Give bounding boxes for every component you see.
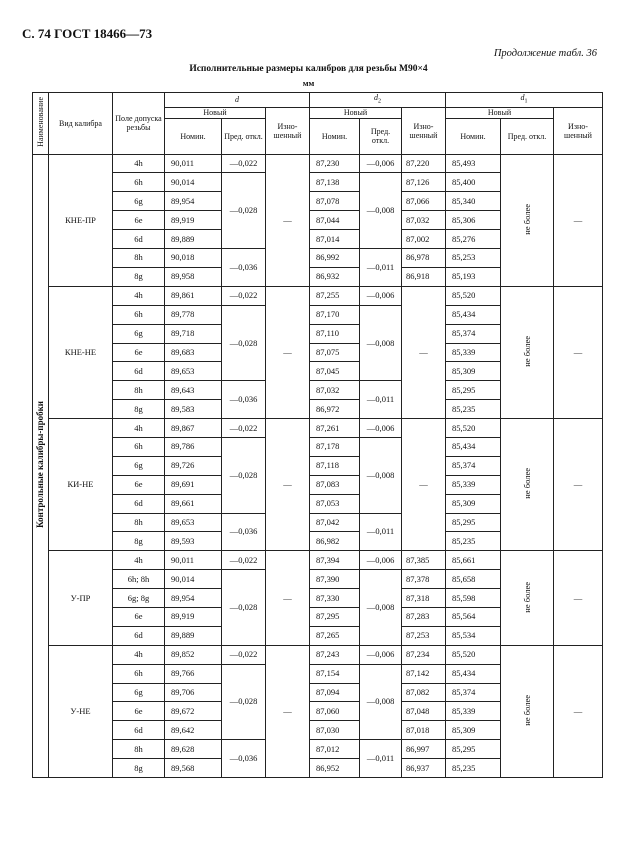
d-nominal-cell: 89,786 bbox=[165, 437, 222, 456]
d1-nominal-cell: 85,493 bbox=[446, 154, 501, 173]
tolerance-cell: 6e bbox=[113, 211, 165, 230]
d2-deviation-cell: —0,006 bbox=[360, 419, 402, 438]
d1-worn-cell: — bbox=[554, 419, 603, 551]
d2-nominal-cell: 87,012 bbox=[310, 740, 360, 759]
tolerance-cell: 8h bbox=[113, 513, 165, 532]
tolerance-cell: 6h; 8h bbox=[113, 570, 165, 589]
d-nominal-cell: 89,593 bbox=[165, 532, 222, 551]
col-header-name: Наименование bbox=[33, 93, 49, 155]
d1-nominal-cell: 85,306 bbox=[446, 211, 501, 230]
d2-nominal-cell: 87,083 bbox=[310, 475, 360, 494]
d-deviation-cell: —0,028 bbox=[222, 664, 266, 740]
d-nominal-cell: 90,014 bbox=[165, 173, 222, 192]
d1-nominal-cell: 85,309 bbox=[446, 721, 501, 740]
d2-worn-cell: 87,220 bbox=[402, 154, 446, 173]
d-nominal-cell: 90,011 bbox=[165, 551, 222, 570]
d-deviation-cell: —0,022 bbox=[222, 286, 266, 305]
d-worn-cell: — bbox=[266, 645, 310, 777]
d2-nominal-cell: 87,014 bbox=[310, 230, 360, 249]
d-nominal-cell: 89,706 bbox=[165, 683, 222, 702]
d2-nominal-cell: 87,330 bbox=[310, 589, 360, 608]
d-nominal-cell: 89,867 bbox=[165, 419, 222, 438]
tolerance-cell: 6g bbox=[113, 192, 165, 211]
col-header-type: Вид калибра bbox=[49, 93, 113, 155]
d2-worn-cell: — bbox=[402, 286, 446, 418]
d1-nominal-cell: 85,193 bbox=[446, 267, 501, 286]
table-body bbox=[33, 154, 603, 777]
d2-deviation-cell: —0,006 bbox=[360, 286, 402, 305]
d-nominal-cell: 89,852 bbox=[165, 645, 222, 664]
d1-nominal-cell: 85,434 bbox=[446, 664, 501, 683]
tolerance-cell: 8h bbox=[113, 381, 165, 400]
d1-nominal-cell: 85,235 bbox=[446, 532, 501, 551]
table-row bbox=[33, 286, 603, 305]
tolerance-cell: 6d bbox=[113, 721, 165, 740]
d-nominal-cell: 89,568 bbox=[165, 759, 222, 778]
d1-nominal-cell: 85,434 bbox=[446, 437, 501, 456]
d-nominal-cell: 89,672 bbox=[165, 702, 222, 721]
d2-worn-cell: 86,978 bbox=[402, 249, 446, 268]
d1-nominal-cell: 85,658 bbox=[446, 570, 501, 589]
tolerance-cell: 6d bbox=[113, 626, 165, 645]
gauge-type: КНЕ-НЕ bbox=[49, 286, 113, 418]
d2-nominal-cell: 87,170 bbox=[310, 305, 360, 324]
gauge-type: КНЕ-ПР bbox=[49, 154, 113, 286]
col-header-d2-new: Новый bbox=[310, 107, 402, 118]
tolerance-cell: 6h bbox=[113, 664, 165, 683]
d2-nominal-cell: 87,230 bbox=[310, 154, 360, 173]
d2-nominal-cell: 86,982 bbox=[310, 532, 360, 551]
col-header-d1: $d_1$ bbox=[446, 93, 603, 108]
d1-nominal-cell: 85,598 bbox=[446, 589, 501, 608]
d1-nominal-cell: 85,374 bbox=[446, 324, 501, 343]
d-nominal-cell: 90,018 bbox=[165, 249, 222, 268]
tolerance-cell: 6g; 8g bbox=[113, 589, 165, 608]
d1-worn-cell: — bbox=[554, 154, 603, 286]
d1-deviation-cell: не более bbox=[501, 286, 554, 418]
table-unit: мм bbox=[302, 78, 315, 88]
d-nominal-cell: 90,014 bbox=[165, 570, 222, 589]
col-header-d2: $d_2$ bbox=[310, 93, 446, 108]
d-nominal-cell: 89,628 bbox=[165, 740, 222, 759]
table-row bbox=[33, 419, 603, 438]
d2-nominal-cell: 87,075 bbox=[310, 343, 360, 362]
d-worn-cell: — bbox=[266, 286, 310, 418]
d2-deviation-cell: —0,011 bbox=[360, 740, 402, 778]
d1-deviation-cell: не более bbox=[501, 154, 554, 286]
d1-worn-cell: — bbox=[554, 645, 603, 777]
d2-deviation-cell: —0,006 bbox=[360, 645, 402, 664]
d2-deviation-cell: —0,008 bbox=[360, 437, 402, 513]
d2-worn-cell: 87,048 bbox=[402, 702, 446, 721]
d2-nominal-cell: 87,044 bbox=[310, 211, 360, 230]
d1-nominal-cell: 85,235 bbox=[446, 759, 501, 778]
tolerance-cell: 8g bbox=[113, 532, 165, 551]
d-deviation-cell: —0,028 bbox=[222, 305, 266, 381]
tolerance-cell: 6e bbox=[113, 607, 165, 626]
tolerance-cell: 6h bbox=[113, 437, 165, 456]
d-nominal-cell: 90,011 bbox=[165, 154, 222, 173]
d1-nominal-cell: 85,374 bbox=[446, 683, 501, 702]
d1-nominal-cell: 85,434 bbox=[446, 305, 501, 324]
tolerance-cell: 6e bbox=[113, 475, 165, 494]
side-label: Контрольные калибры-пробки bbox=[33, 154, 49, 777]
table-row bbox=[33, 645, 603, 664]
d2-nominal-cell: 87,138 bbox=[310, 173, 360, 192]
tolerance-cell: 4h bbox=[113, 419, 165, 438]
d-nominal-cell: 89,653 bbox=[165, 513, 222, 532]
d-nominal-cell: 89,642 bbox=[165, 721, 222, 740]
tolerance-cell: 4h bbox=[113, 645, 165, 664]
tolerance-cell: 4h bbox=[113, 551, 165, 570]
tolerance-cell: 8h bbox=[113, 249, 165, 268]
d-nominal-cell: 89,766 bbox=[165, 664, 222, 683]
d2-worn-cell: 87,066 bbox=[402, 192, 446, 211]
d-nominal-cell: 89,889 bbox=[165, 626, 222, 645]
col-header-d2-nom: Номин. bbox=[310, 118, 360, 154]
d1-nominal-cell: 85,295 bbox=[446, 740, 501, 759]
d2-nominal-cell: 87,078 bbox=[310, 192, 360, 211]
gauge-dimensions-table bbox=[32, 92, 603, 778]
d2-deviation-cell: —0,008 bbox=[360, 173, 402, 249]
d1-nominal-cell: 85,534 bbox=[446, 626, 501, 645]
tolerance-cell: 8g bbox=[113, 759, 165, 778]
d2-worn-cell: 86,918 bbox=[402, 267, 446, 286]
tolerance-cell: 6d bbox=[113, 230, 165, 249]
d1-nominal-cell: 85,235 bbox=[446, 400, 501, 419]
d2-nominal-cell: 87,178 bbox=[310, 437, 360, 456]
d2-worn-cell: — bbox=[402, 419, 446, 551]
d2-nominal-cell: 87,261 bbox=[310, 419, 360, 438]
d2-nominal-cell: 87,118 bbox=[310, 456, 360, 475]
d1-deviation-cell: не более bbox=[501, 419, 554, 551]
d1-nominal-cell: 85,400 bbox=[446, 173, 501, 192]
tolerance-cell: 6g bbox=[113, 456, 165, 475]
d1-nominal-cell: 85,253 bbox=[446, 249, 501, 268]
d-deviation-cell: —0,036 bbox=[222, 513, 266, 551]
tolerance-cell: 4h bbox=[113, 154, 165, 173]
tolerance-cell: 6g bbox=[113, 324, 165, 343]
d1-nominal-cell: 85,340 bbox=[446, 192, 501, 211]
d2-worn-cell: 87,142 bbox=[402, 664, 446, 683]
table-row bbox=[33, 551, 603, 570]
d2-worn-cell: 87,082 bbox=[402, 683, 446, 702]
d2-worn-cell: 87,126 bbox=[402, 173, 446, 192]
d2-worn-cell: 87,378 bbox=[402, 570, 446, 589]
d-deviation-cell: —0,022 bbox=[222, 419, 266, 438]
table-title: Исполнительные размеры калибров для резьбы М90×4 bbox=[189, 64, 428, 74]
d2-worn-cell: 87,032 bbox=[402, 211, 446, 230]
d-deviation-cell: —0,036 bbox=[222, 740, 266, 778]
d2-nominal-cell: 86,952 bbox=[310, 759, 360, 778]
d1-nominal-cell: 85,309 bbox=[446, 362, 501, 381]
d2-nominal-cell: 87,255 bbox=[310, 286, 360, 305]
d2-deviation-cell: —0,011 bbox=[360, 513, 402, 551]
d-worn-cell: — bbox=[266, 154, 310, 286]
d2-nominal-cell: 87,053 bbox=[310, 494, 360, 513]
tolerance-cell: 8h bbox=[113, 740, 165, 759]
table-continuation-note: Продолжение табл. 36 bbox=[493, 48, 597, 59]
d2-nominal-cell: 87,265 bbox=[310, 626, 360, 645]
d1-nominal-cell: 85,276 bbox=[446, 230, 501, 249]
col-header-d2-dev: Пред. откл. bbox=[360, 118, 402, 154]
d-nominal-cell: 89,583 bbox=[165, 400, 222, 419]
d1-nominal-cell: 85,374 bbox=[446, 456, 501, 475]
d2-nominal-cell: 87,045 bbox=[310, 362, 360, 381]
d-nominal-cell: 89,718 bbox=[165, 324, 222, 343]
tolerance-cell: 6h bbox=[113, 305, 165, 324]
d-nominal-cell: 89,643 bbox=[165, 381, 222, 400]
d1-nominal-cell: 85,309 bbox=[446, 494, 501, 513]
col-header-tolerance: Поле допуска резьбы bbox=[113, 93, 165, 155]
col-header-d-dev: Пред. откл. bbox=[222, 118, 266, 154]
d-deviation-cell: —0,022 bbox=[222, 154, 266, 173]
d-nominal-cell: 89,726 bbox=[165, 456, 222, 475]
d-nominal-cell: 89,958 bbox=[165, 267, 222, 286]
d2-nominal-cell: 87,295 bbox=[310, 607, 360, 626]
d-deviation-cell: —0,036 bbox=[222, 381, 266, 419]
tolerance-cell: 8g bbox=[113, 400, 165, 419]
d-worn-cell: — bbox=[266, 419, 310, 551]
d2-nominal-cell: 87,243 bbox=[310, 645, 360, 664]
col-header-d-worn: Изно-шенный bbox=[266, 107, 310, 154]
col-header-d1-dev: Пред. откл. bbox=[501, 118, 554, 154]
d-nominal-cell: 89,919 bbox=[165, 607, 222, 626]
tolerance-cell: 6d bbox=[113, 362, 165, 381]
d2-worn-cell: 87,385 bbox=[402, 551, 446, 570]
d2-nominal-cell: 87,390 bbox=[310, 570, 360, 589]
d-nominal-cell: 89,919 bbox=[165, 211, 222, 230]
d2-deviation-cell: —0,011 bbox=[360, 381, 402, 419]
d-deviation-cell: —0,028 bbox=[222, 437, 266, 513]
d-nominal-cell: 89,691 bbox=[165, 475, 222, 494]
tolerance-cell: 6e bbox=[113, 702, 165, 721]
tolerance-cell: 8g bbox=[113, 267, 165, 286]
d-nominal-cell: 89,778 bbox=[165, 305, 222, 324]
d-nominal-cell: 89,954 bbox=[165, 192, 222, 211]
gauge-type: У-ПР bbox=[49, 551, 113, 645]
d1-worn-cell: — bbox=[554, 551, 603, 645]
d2-nominal-cell: 87,032 bbox=[310, 381, 360, 400]
d1-nominal-cell: 85,295 bbox=[446, 381, 501, 400]
d2-deviation-cell: —0,008 bbox=[360, 664, 402, 740]
d2-deviation-cell: —0,011 bbox=[360, 249, 402, 287]
d1-nominal-cell: 85,564 bbox=[446, 607, 501, 626]
d2-worn-cell: 87,253 bbox=[402, 626, 446, 645]
d1-deviation-cell: не более bbox=[501, 551, 554, 645]
d-deviation-cell: —0,028 bbox=[222, 173, 266, 249]
d2-nominal-cell: 87,060 bbox=[310, 702, 360, 721]
col-header-d: d bbox=[165, 93, 310, 108]
d-deviation-cell: —0,022 bbox=[222, 645, 266, 664]
col-header-d1-worn: Изно-шенный bbox=[554, 107, 603, 154]
d2-deviation-cell: —0,008 bbox=[360, 570, 402, 646]
d2-nominal-cell: 87,030 bbox=[310, 721, 360, 740]
tolerance-cell: 6g bbox=[113, 683, 165, 702]
d-deviation-cell: —0,022 bbox=[222, 551, 266, 570]
gauge-type: У-НЕ bbox=[49, 645, 113, 777]
d2-nominal-cell: 86,972 bbox=[310, 400, 360, 419]
d1-nominal-cell: 85,295 bbox=[446, 513, 501, 532]
d1-nominal-cell: 85,520 bbox=[446, 645, 501, 664]
tolerance-cell: 6e bbox=[113, 343, 165, 362]
gauge-type: КИ-НЕ bbox=[49, 419, 113, 551]
col-header-d-new: Новый bbox=[165, 107, 266, 118]
d1-worn-cell: — bbox=[554, 286, 603, 418]
d2-nominal-cell: 86,992 bbox=[310, 249, 360, 268]
d1-nominal-cell: 85,520 bbox=[446, 419, 501, 438]
col-header-d1-nom: Номин. bbox=[446, 118, 501, 154]
d-nominal-cell: 89,661 bbox=[165, 494, 222, 513]
d2-deviation-cell: —0,006 bbox=[360, 551, 402, 570]
d-worn-cell: — bbox=[266, 551, 310, 645]
d2-nominal-cell: 86,932 bbox=[310, 267, 360, 286]
d1-nominal-cell: 85,339 bbox=[446, 475, 501, 494]
d2-worn-cell: 87,234 bbox=[402, 645, 446, 664]
d1-nominal-cell: 85,661 bbox=[446, 551, 501, 570]
d-nominal-cell: 89,683 bbox=[165, 343, 222, 362]
col-header-d1-new: Новый bbox=[446, 107, 554, 118]
d1-deviation-cell: не более bbox=[501, 645, 554, 777]
tolerance-cell: 4h bbox=[113, 286, 165, 305]
d2-worn-cell: 87,283 bbox=[402, 607, 446, 626]
d2-worn-cell: 87,018 bbox=[402, 721, 446, 740]
d-nominal-cell: 89,861 bbox=[165, 286, 222, 305]
d1-nominal-cell: 85,520 bbox=[446, 286, 501, 305]
d2-nominal-cell: 87,094 bbox=[310, 683, 360, 702]
d-nominal-cell: 89,653 bbox=[165, 362, 222, 381]
d2-worn-cell: 86,997 bbox=[402, 740, 446, 759]
tolerance-cell: 6d bbox=[113, 494, 165, 513]
d-deviation-cell: —0,036 bbox=[222, 249, 266, 287]
table-row bbox=[33, 154, 603, 173]
d2-nominal-cell: 87,042 bbox=[310, 513, 360, 532]
d1-nominal-cell: 85,339 bbox=[446, 702, 501, 721]
d2-worn-cell: 86,937 bbox=[402, 759, 446, 778]
d2-nominal-cell: 87,110 bbox=[310, 324, 360, 343]
d2-worn-cell: 87,318 bbox=[402, 589, 446, 608]
col-header-d-nom: Номин. bbox=[165, 118, 222, 154]
d2-deviation-cell: —0,006 bbox=[360, 154, 402, 173]
col-header-d2-worn: Изно-шенный bbox=[402, 107, 446, 154]
d2-worn-cell: 87,002 bbox=[402, 230, 446, 249]
d-deviation-cell: —0,028 bbox=[222, 570, 266, 646]
d-nominal-cell: 89,954 bbox=[165, 589, 222, 608]
d2-nominal-cell: 87,394 bbox=[310, 551, 360, 570]
d1-nominal-cell: 85,339 bbox=[446, 343, 501, 362]
d-nominal-cell: 89,889 bbox=[165, 230, 222, 249]
d2-deviation-cell: —0,008 bbox=[360, 305, 402, 381]
tolerance-cell: 6h bbox=[113, 173, 165, 192]
page-header: С. 74 ГОСТ 18466—73 bbox=[22, 26, 153, 41]
d2-nominal-cell: 87,154 bbox=[310, 664, 360, 683]
